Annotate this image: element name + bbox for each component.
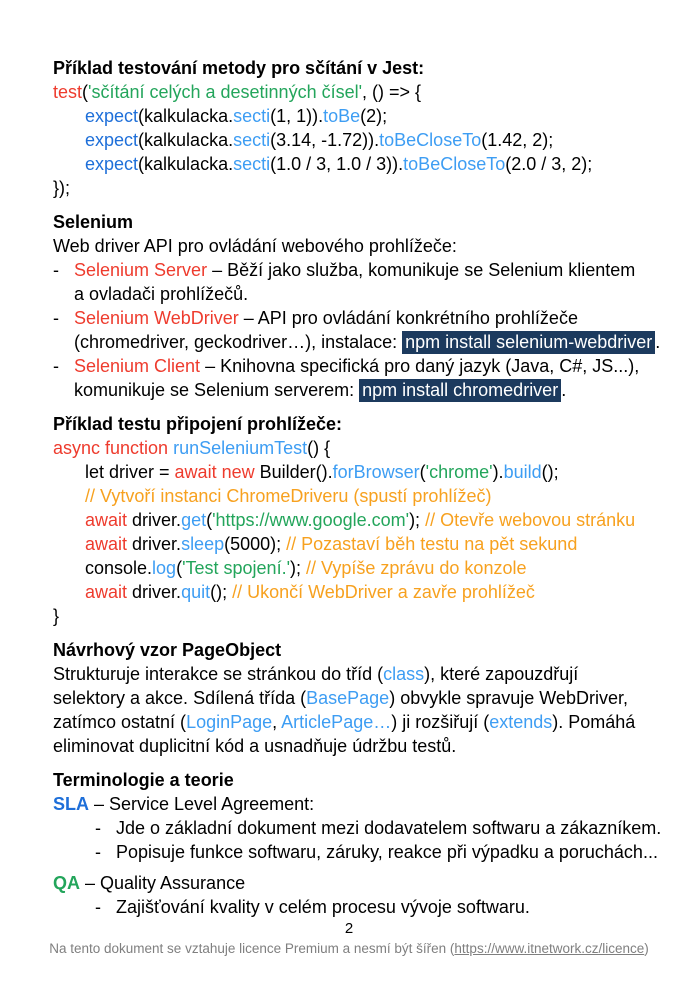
code-line [53,436,648,460]
text-run: ( [82,82,89,102]
code-line [53,176,648,200]
text-run: ); [290,558,307,578]
text-run: (); [210,582,233,602]
text-run: Builder(). [254,462,333,482]
text-run: – Běží jako služba, komunikuje se Selenium klientem [207,260,636,280]
text-run: runSeleniumTest [168,438,308,458]
code-line [53,508,648,532]
text-run: (); [541,462,559,482]
text-run: get [181,510,207,530]
list-item-text [74,356,639,402]
jest-code-block [53,80,648,200]
text-run: class [383,664,425,684]
text-run: // Otevře webovou stránku [425,510,636,530]
text-run: driver. [127,510,182,530]
text-run: Selenium Server [74,260,208,280]
text-run: (kalkulacka. [138,106,234,126]
list-item-text [116,818,661,838]
text-run: }); [53,178,71,198]
sla-list [95,816,662,864]
text-run: expect [85,106,139,126]
list-item-selenium-client [53,354,648,402]
list-dash: - [95,897,101,917]
terminology-heading: Terminologie a teorie [53,770,234,790]
text-run: toBeCloseTo [379,130,482,150]
qa-list [95,895,648,919]
text-run: secti [233,154,271,174]
selenium-code-block [53,436,648,628]
sla-term-line [53,792,648,816]
text-run: console. [85,558,153,578]
selenium-section-heading: Selenium [53,212,134,232]
pageobject-paragraph [53,662,648,758]
text-run: (1.0 / 3, 1.0 / 3)). [270,154,404,174]
text-run: (2.0 / 3, 2); [505,154,593,174]
highlighted-command: npm install chromedriver [359,379,561,402]
code-line [53,152,648,176]
text-run: ); [409,510,426,530]
text-run: // Ukončí WebDriver a zavře prohlížeč [232,582,535,602]
list-item-qa-1 [95,895,648,919]
text-run: await [85,510,128,530]
list-dash: - [95,818,101,838]
text-run: Selenium WebDriver [74,308,239,328]
browser-test-heading: Příklad testu připojení prohlížeče: [53,414,343,434]
text-run: Strukturuje interakce se stránkou do tříd ( [53,664,384,684]
text-run: (2); [360,106,388,126]
text-run: expect [85,154,139,174]
text-run: 'chrome' [425,462,493,482]
list-dash: - [53,308,59,328]
list-dash: - [53,356,59,376]
text-run: LoginPage [186,712,273,732]
text-run: await [85,582,128,602]
list-item-text [74,308,660,354]
code-line [53,604,648,628]
text-run: BasePage [306,688,390,708]
license-text-prefix: Na tento dokument se vztahuje licence Premium a nesmí být šířen ( [49,941,455,956]
license-text-suffix: ) [644,941,649,956]
text-run: Jde o základní dokument mezi dodavatelem softwaru a zákazníkem. [116,818,662,838]
text-run: ) ji rozšiřují ( [391,712,490,732]
list-dash: - [53,260,59,280]
text-run: 'sčítání celých a desetinných čísel' [88,82,363,102]
text-run: . [561,380,567,400]
jest-section-heading: Příklad testování metody pro sčítání v Jest: [53,58,425,78]
text-run: await new [174,462,255,482]
text-run: // Vypíše zprávu do konzole [306,558,527,578]
text-run: quit [181,582,211,602]
text-run: – Quality Assurance [80,873,246,893]
text-run: await [85,534,128,554]
text-run: () { [307,438,331,458]
text-run: , [272,712,282,732]
license-link[interactable]: https://www.itnetwork.cz/licence [454,941,645,956]
list-item-text [116,897,530,917]
selenium-intro: Web driver API pro ovládání webového prohlížeče: [53,236,457,256]
text-run: Selenium Client [74,356,201,376]
license-note [0,941,698,957]
text-run: (1, 1)). [270,106,324,126]
text-run: } [53,606,60,626]
text-run: (5000); [224,534,287,554]
text-run: ). [492,462,504,482]
pageobject-heading: Návrhový vzor PageObject [53,640,282,660]
text-run: (kalkulacka. [138,130,234,150]
text-run: zatímco ostatní ( [53,712,187,732]
text-run: expect [85,130,139,150]
list-item-text [74,260,635,304]
text-run: ), které zapouzdřují [424,664,579,684]
text-run: ( [419,462,426,482]
text-run: log [152,558,177,578]
code-line [53,128,648,152]
text-run: (3.14, -1.72)). [270,130,380,150]
list-item-selenium-webdriver [53,306,661,354]
text-run: forBrowser [332,462,420,482]
text-run: SLA [53,794,89,814]
qa-term-line [53,871,648,895]
list-item-selenium-server [53,258,648,306]
text-run: (kalkulacka. [138,154,234,174]
text-run: driver. [127,534,182,554]
list-item-sla-2 [95,840,658,864]
code-line [53,484,648,508]
text-run: // Pozastaví běh testu na pět sekund [286,534,578,554]
text-run: build [503,462,542,482]
text-run: async function [53,438,169,458]
text-run: toBeCloseTo [403,154,506,174]
text-run: 'Test spojení.' [182,558,291,578]
text-run: selektory a akce. Sdílená třída ( [53,688,307,708]
text-run: test [53,82,83,102]
text-run: ). Pomáhá [552,712,636,732]
code-line [53,556,648,580]
text-run: ( [206,510,213,530]
text-run: ArticlePage… [281,712,392,732]
text-run: toBe [323,106,361,126]
text-run: , () => { [362,82,422,102]
code-line [53,80,648,104]
text-run: – Knihovna specifická pro daný jazyk (Java, C#, JS...), [200,356,640,376]
text-run: ) obvykle spravuje WebDriver, [389,688,628,708]
text-run: driver. [127,582,182,602]
qa-sublist-wrap [95,895,648,919]
text-run: Popisuje funkce softwaru, záruky, reakce při výpadku a poruchách... [116,842,658,862]
text-run: – Service Level Agreement: [89,794,315,814]
code-line [53,460,648,484]
highlighted-command: npm install selenium-webdriver [402,331,655,354]
text-run: ( [176,558,183,578]
code-line [53,104,648,128]
selenium-list [53,258,661,402]
text-run: extends [489,712,553,732]
list-item-text [116,842,658,862]
text-run: QA [53,873,80,893]
text-run: // Vytvoří instanci ChromeDriveru (spustí prohlížeč) [85,486,492,506]
text-run: (1.42, 2); [481,130,554,150]
text-run: secti [233,106,271,126]
text-run: sleep [181,534,225,554]
list-dash: - [95,842,101,862]
text-run: Zajišťování kvality v celém procesu vývoje softwaru. [116,897,530,917]
text-run: . [655,332,661,352]
text-run: komunikuje se Selenium serverem: [74,380,360,400]
page-number: 2 [344,920,354,937]
text-run: let driver = [85,462,175,482]
sla-sublist-wrap [95,816,662,864]
code-line [53,532,648,556]
code-line [53,580,648,604]
text-run: eliminovat duplicitní kód a usnadňuje údržbu testů. [53,736,457,756]
list-item-sla-1 [95,816,662,840]
text-run: a ovladači prohlížečů. [74,284,249,304]
text-run: – API pro ovládání konkrétního prohlížeče [238,308,578,328]
text-run: secti [233,130,271,150]
text-run: (chromedriver, geckodriver…), instalace: [74,332,403,352]
text-run: 'https://www.google.com' [212,510,410,530]
